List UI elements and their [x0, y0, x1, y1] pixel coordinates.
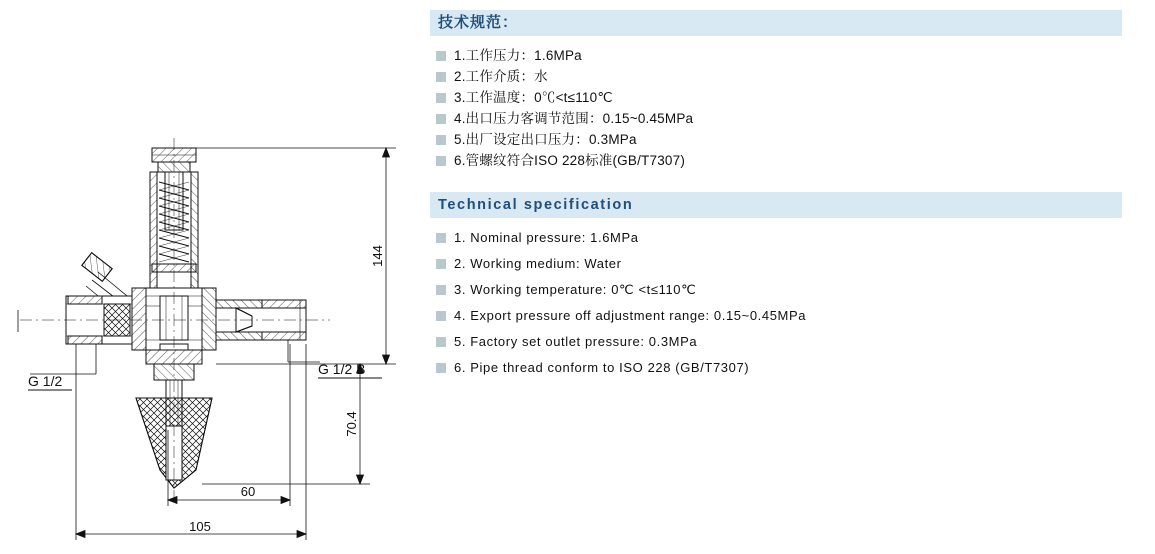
- list-item: [436, 306, 1122, 325]
- spec-block-english: [430, 192, 1122, 384]
- spec-header-english: Technical specification: [430, 192, 1122, 218]
- list-item: [436, 109, 1122, 128]
- dimension-144: 144: [370, 245, 385, 267]
- bullet-icon: [436, 233, 446, 243]
- spec-item-text: 5.出厂设定出口压力：0.3MPa: [454, 132, 637, 147]
- bullet-icon: [436, 337, 446, 347]
- spec-item-text: 4.出口压力客调节范围：0.15~0.45MPa: [454, 111, 694, 126]
- spec-item-text: 6. Pipe thread conform to ISO 228 (GB/T7307): [454, 360, 750, 375]
- bullet-icon: [436, 51, 446, 61]
- valve-drawing-svg: [0, 0, 430, 554]
- spec-item-text: 1. Nominal pressure: 1.6MPa: [454, 230, 639, 245]
- specifications-panel: [430, 0, 1155, 554]
- bullet-icon: [436, 156, 446, 166]
- spec-item-text: 3.工作温度：0℃<t≤110℃: [454, 90, 613, 105]
- spec-block-chinese: [430, 10, 1122, 172]
- bullet-icon: [436, 72, 446, 82]
- spec-list-english: [430, 218, 1122, 377]
- spec-item-text: 4. Export pressure off adjustment range: 0.15~0.45MPa: [454, 308, 807, 323]
- list-item: [436, 332, 1122, 351]
- bullet-icon: [436, 259, 446, 269]
- list-item: [436, 358, 1122, 377]
- outlet-port-label: G 1/2 B: [318, 361, 366, 377]
- list-item: [436, 88, 1122, 107]
- spec-item-text: 2. Working medium: Water: [454, 256, 622, 271]
- list-item: [436, 228, 1122, 247]
- bullet-icon: [436, 285, 446, 295]
- spec-header-chinese: 技术规范：: [430, 10, 1122, 36]
- spec-item-text: 2.工作介质：水: [454, 69, 548, 84]
- list-item: [436, 67, 1122, 86]
- valve-body-geometry: [20, 138, 330, 500]
- spec-item-text: 6.管螺纹符合ISO 228标准(GB/T7307): [454, 153, 686, 168]
- bullet-icon: [436, 135, 446, 145]
- spec-list-chinese: [430, 36, 1122, 170]
- list-item: [436, 280, 1122, 299]
- dimension-60: 60: [240, 484, 256, 499]
- spec-item-text: 5. Factory set outlet pressure: 0.3MPa: [454, 334, 698, 349]
- bullet-icon: [436, 363, 446, 373]
- list-item: [436, 151, 1122, 170]
- spec-item-text: 3. Working temperature: 0℃ <t≤110℃: [454, 282, 697, 297]
- dimension-105: 105: [189, 519, 211, 534]
- list-item: [436, 130, 1122, 149]
- bullet-icon: [436, 311, 446, 321]
- list-item: [436, 254, 1122, 273]
- spec-item-text: 1.工作压力：1.6MPa: [454, 48, 582, 63]
- bullet-icon: [436, 114, 446, 124]
- bullet-icon: [436, 93, 446, 103]
- list-item: [436, 46, 1122, 65]
- dimension-70-4: 70.4: [344, 411, 359, 437]
- inlet-port-label: G 1/2: [28, 373, 63, 389]
- valve-drawing: [0, 0, 430, 554]
